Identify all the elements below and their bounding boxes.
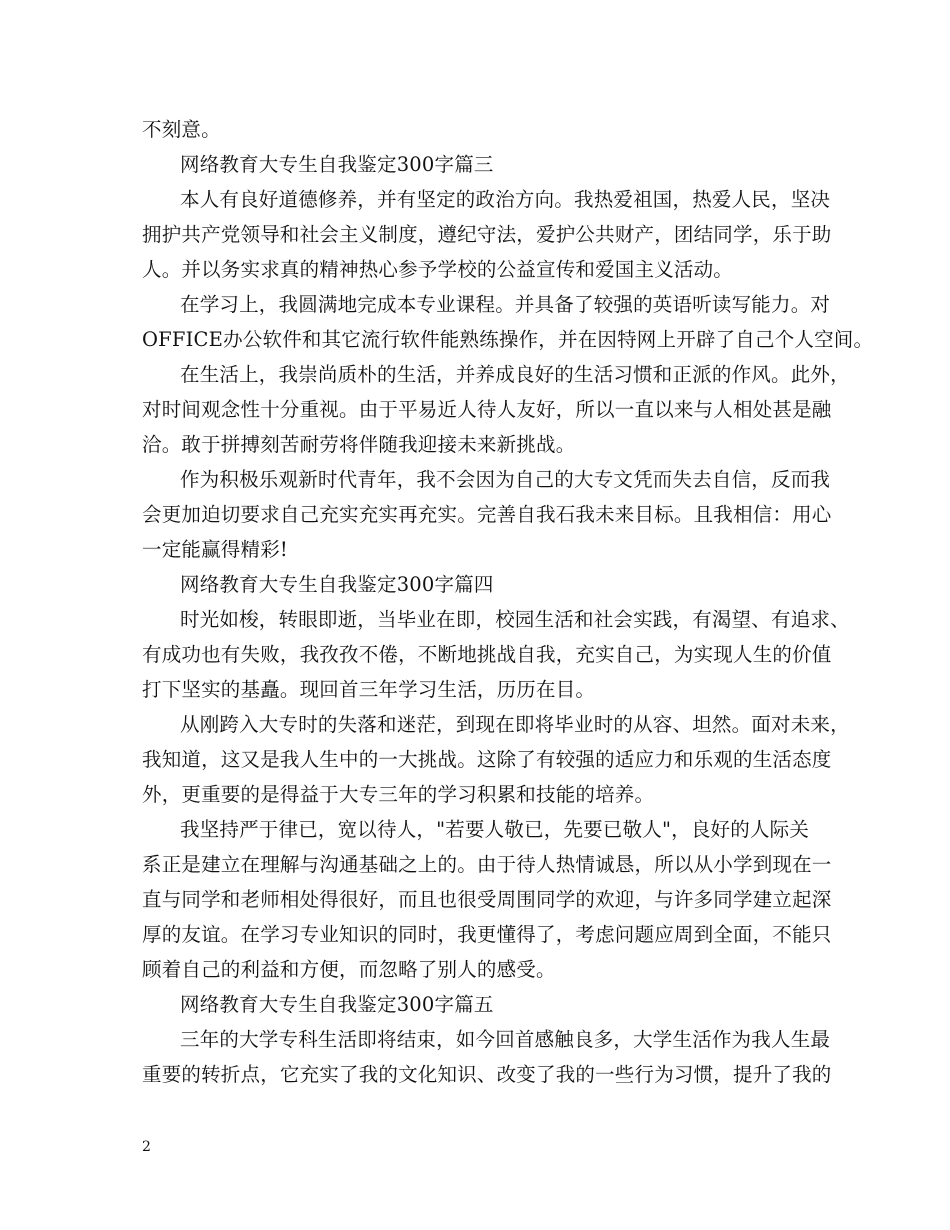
text-line: 三年的大学专科生活即将结束，如今回首感触良多，大学生活作为我人生最 [180, 1028, 831, 1051]
text-line: 我坚持严于律已，宽以待人，"若要人敬已，先要已敬人"，良好的人际关 [180, 818, 810, 841]
text-line: 对时间观念性十分重视。由于平易近人待人友好，所以一直以来与人相处甚是融 [142, 398, 832, 421]
text-line: 直与同学和老师相处得很好，而且也很受周围同学的欢迎，与许多同学建立起深 [142, 888, 832, 911]
section-heading: 网络教育大专生自我鉴定300字篇四 [180, 573, 494, 596]
text-line: 在生活上，我崇尚质朴的生活，并养成良好的生活习惯和正派的作风。此外， [180, 363, 850, 386]
section-heading: 网络教育大专生自我鉴定300字篇五 [180, 993, 494, 1016]
page-number: 2 [142, 1139, 151, 1155]
text-line: 顾着自己的利益和方便，而忽略了别人的感受。 [142, 958, 556, 981]
section-heading: 网络教育大专生自我鉴定300字篇三 [180, 153, 494, 176]
text-line: 一定能赢得精彩! [142, 538, 288, 561]
text-line: 洽。敢于拼搏刻苦耐劳将伴随我迎接未来新挑战。 [142, 433, 576, 456]
text-line: 系正是建立在理解与沟通基础之上的。由于待人热情诚恳，所以从小学到现在一 [142, 853, 832, 876]
text-line: 时光如梭，转眼即逝，当毕业在即，校园生活和社会实践，有渴望、有追求、 [180, 608, 850, 631]
text-line: OFFICE办公软件和其它流行软件能熟练操作，并在因特网上开辟了自己个人空间。 [142, 328, 874, 351]
text-line: 我知道，这又是我人生中的一大挑战。这除了有较强的适应力和乐观的生活态度 [142, 748, 832, 771]
text-line: 作为积极乐观新时代青年，我不会因为自己的大专文凭而失去自信，反而我 [180, 468, 831, 491]
text-line: 有成功也有失败，我孜孜不倦，不断地挑战自我，充实自己，为实现人生的价值 [142, 643, 832, 666]
text-line: 外，更重要的是得益于大专三年的学习积累和技能的培养。 [142, 783, 655, 806]
text-line: 在学习上，我圆满地完成本专业课程。并具备了较强的英语听读写能力。对 [180, 293, 831, 316]
text-line: 从刚跨入大专时的失落和迷茫，到现在即将毕业时的从容、坦然。面对未来， [180, 713, 850, 736]
text-line: 拥护共产党领导和社会主义制度，遵纪守法，爱护公共财产，团结同学，乐于助 [142, 223, 832, 246]
text-line: 不刻意。 [142, 118, 221, 141]
text-line: 本人有良好道德修养，并有坚定的政治方向。我热爱祖国，热爱人民，坚决 [180, 188, 831, 211]
text-line: 人。并以务实求真的精神热心参予学校的公益宣传和爱国主义活动。 [142, 258, 734, 281]
text-line: 打下坚实的基矗。现回首三年学习生活，历历在目。 [142, 678, 596, 701]
text-line: 厚的友谊。在学习专业知识的同时，我更懂得了，考虑问题应周到全面，不能只 [142, 923, 832, 946]
text-line: 重要的转折点，它充实了我的文化知识、改变了我的一些行为习惯，提升了我的 [142, 1063, 832, 1086]
text-line: 会更加迫切要求自己充实充实再充实。完善自我石我未来目标。且我相信：用心 [142, 503, 832, 526]
